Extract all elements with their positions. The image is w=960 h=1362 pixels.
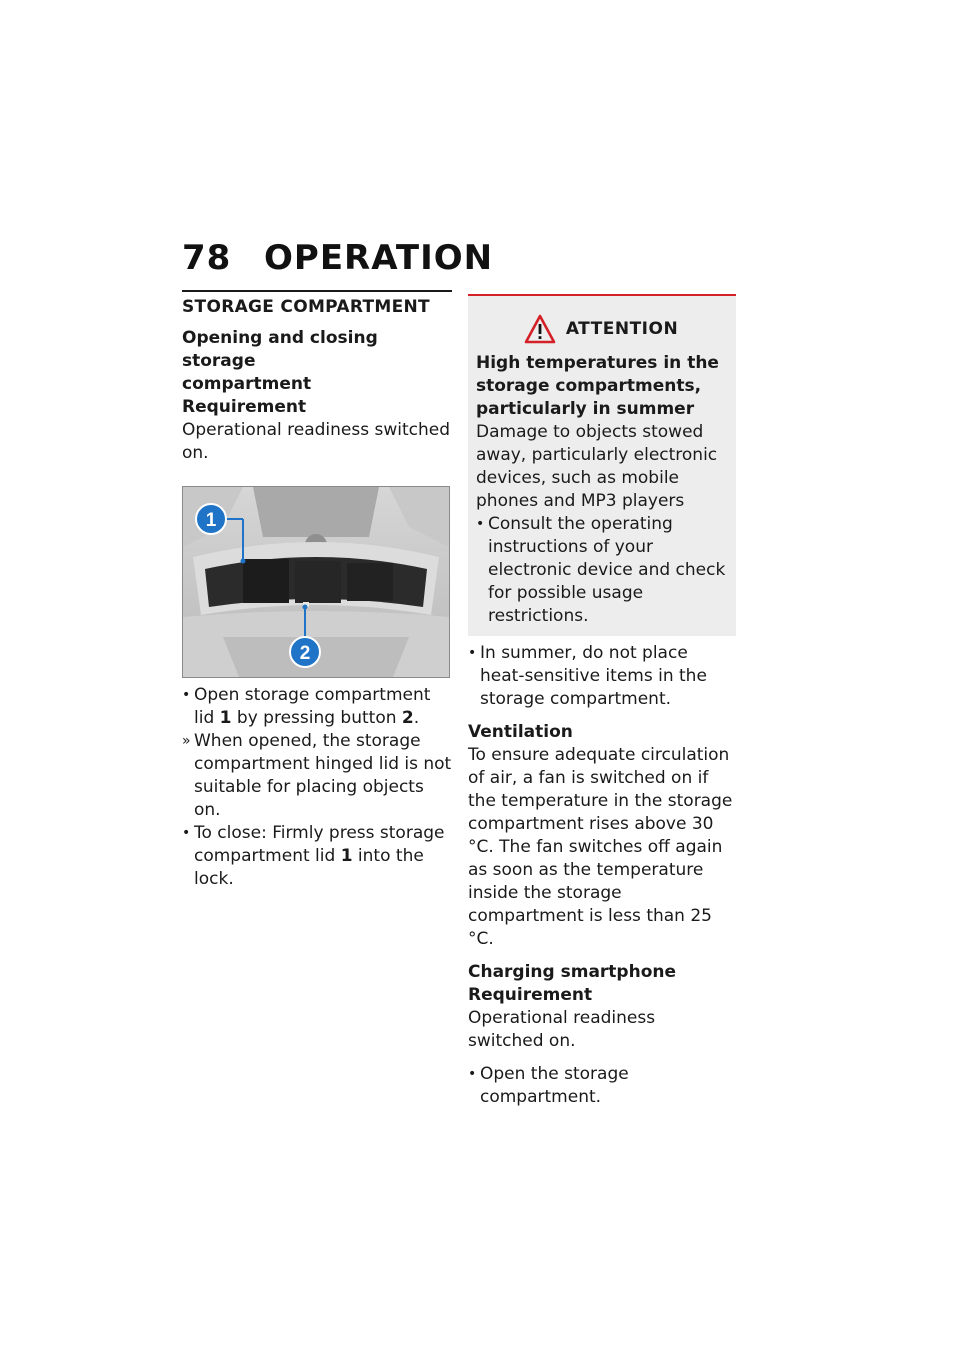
attention-header [476, 314, 726, 344]
charging-requirement-label: Requirement [468, 985, 593, 1005]
right-column [468, 290, 736, 1109]
opening-steps [182, 684, 452, 891]
step-close-text-1: To close: Firmly press storage compartment lid [194, 823, 445, 866]
summer-bullets [468, 642, 736, 711]
step-open-text-2: by pressing button [231, 708, 402, 728]
ventilation-heading: Ventilation [468, 722, 573, 742]
ref-lid-1: 1 [219, 708, 232, 728]
charging-steps [468, 1063, 736, 1109]
storage-compartment-illustration [183, 487, 449, 677]
opening-heading-line1: Opening and closing storage [182, 328, 378, 371]
step-open-text-1: Open storage compartment lid [194, 685, 431, 728]
page-header [182, 238, 493, 278]
summer-bullet [468, 642, 736, 711]
bullet-marker: • [476, 516, 485, 532]
attention-text: Damage to objects stowed away, particularly electronic devices, such as mobile phones and MP3 players [476, 422, 718, 511]
open-compartment-step [468, 1063, 736, 1109]
summer-bullet-text: In summer, do not place heat-sensitive items in the storage compartment. [480, 643, 707, 709]
charging-heading: Charging smartphone [468, 962, 677, 982]
result-opened-text: When opened, the storage compartment hinged lid is not suitable for placing objects on. [194, 731, 452, 820]
attention-box [468, 294, 736, 636]
ref-lid-1: 1 [340, 846, 353, 866]
opening-heading-line2: compartment [182, 374, 312, 394]
step-close-text-2: into the lock. [194, 846, 424, 889]
section-title: STORAGE COMPARTMENT [182, 290, 452, 317]
page-number: 78 [182, 238, 232, 278]
storage-compartment-photo [182, 486, 450, 678]
left-column [182, 290, 452, 891]
step-open [182, 684, 452, 730]
attention-bullet-text: Consult the operating instructions of your electronic device and check for possible usage restrictions. [488, 514, 726, 626]
ref-button-2: 2 [401, 708, 414, 728]
attention-bullet [476, 513, 726, 628]
opening-heading [182, 327, 452, 396]
callout-1-label: 1 [205, 510, 217, 531]
step-close [182, 822, 452, 891]
chapter-title: OPERATION [264, 238, 494, 278]
attention-label: ATTENTION [565, 319, 679, 339]
warning-triangle-icon [524, 314, 556, 344]
callout-1 [196, 504, 226, 534]
requirement-label: Requirement [182, 397, 307, 417]
attention-bullets [476, 513, 726, 628]
bullet-marker: • [182, 687, 191, 703]
bullet-marker: • [182, 825, 191, 841]
charging-requirement-text: Operational readiness switched on. [468, 1008, 656, 1051]
bullet-marker: • [468, 645, 477, 661]
bullet-marker: • [468, 1066, 477, 1082]
ventilation-text: To ensure adequate circulation of air, a fan is switched on if the temperature in the storage compartment rises above 30 °C. The fan switches off again as soon as the temperature inside the storage compartment is less than 25 °C. [468, 745, 733, 949]
result-opened [182, 730, 452, 822]
requirement-text: Operational readiness switched on. [182, 420, 451, 463]
result-marker: » [182, 733, 191, 749]
attention-heading: High temperatures in the storage compartments, particularly in summer [476, 353, 719, 419]
step-open-text-3: . [413, 708, 420, 728]
callout-2-label: 2 [299, 643, 311, 664]
callout-2 [290, 637, 320, 667]
open-compartment-text: Open the storage compartment. [480, 1064, 629, 1107]
